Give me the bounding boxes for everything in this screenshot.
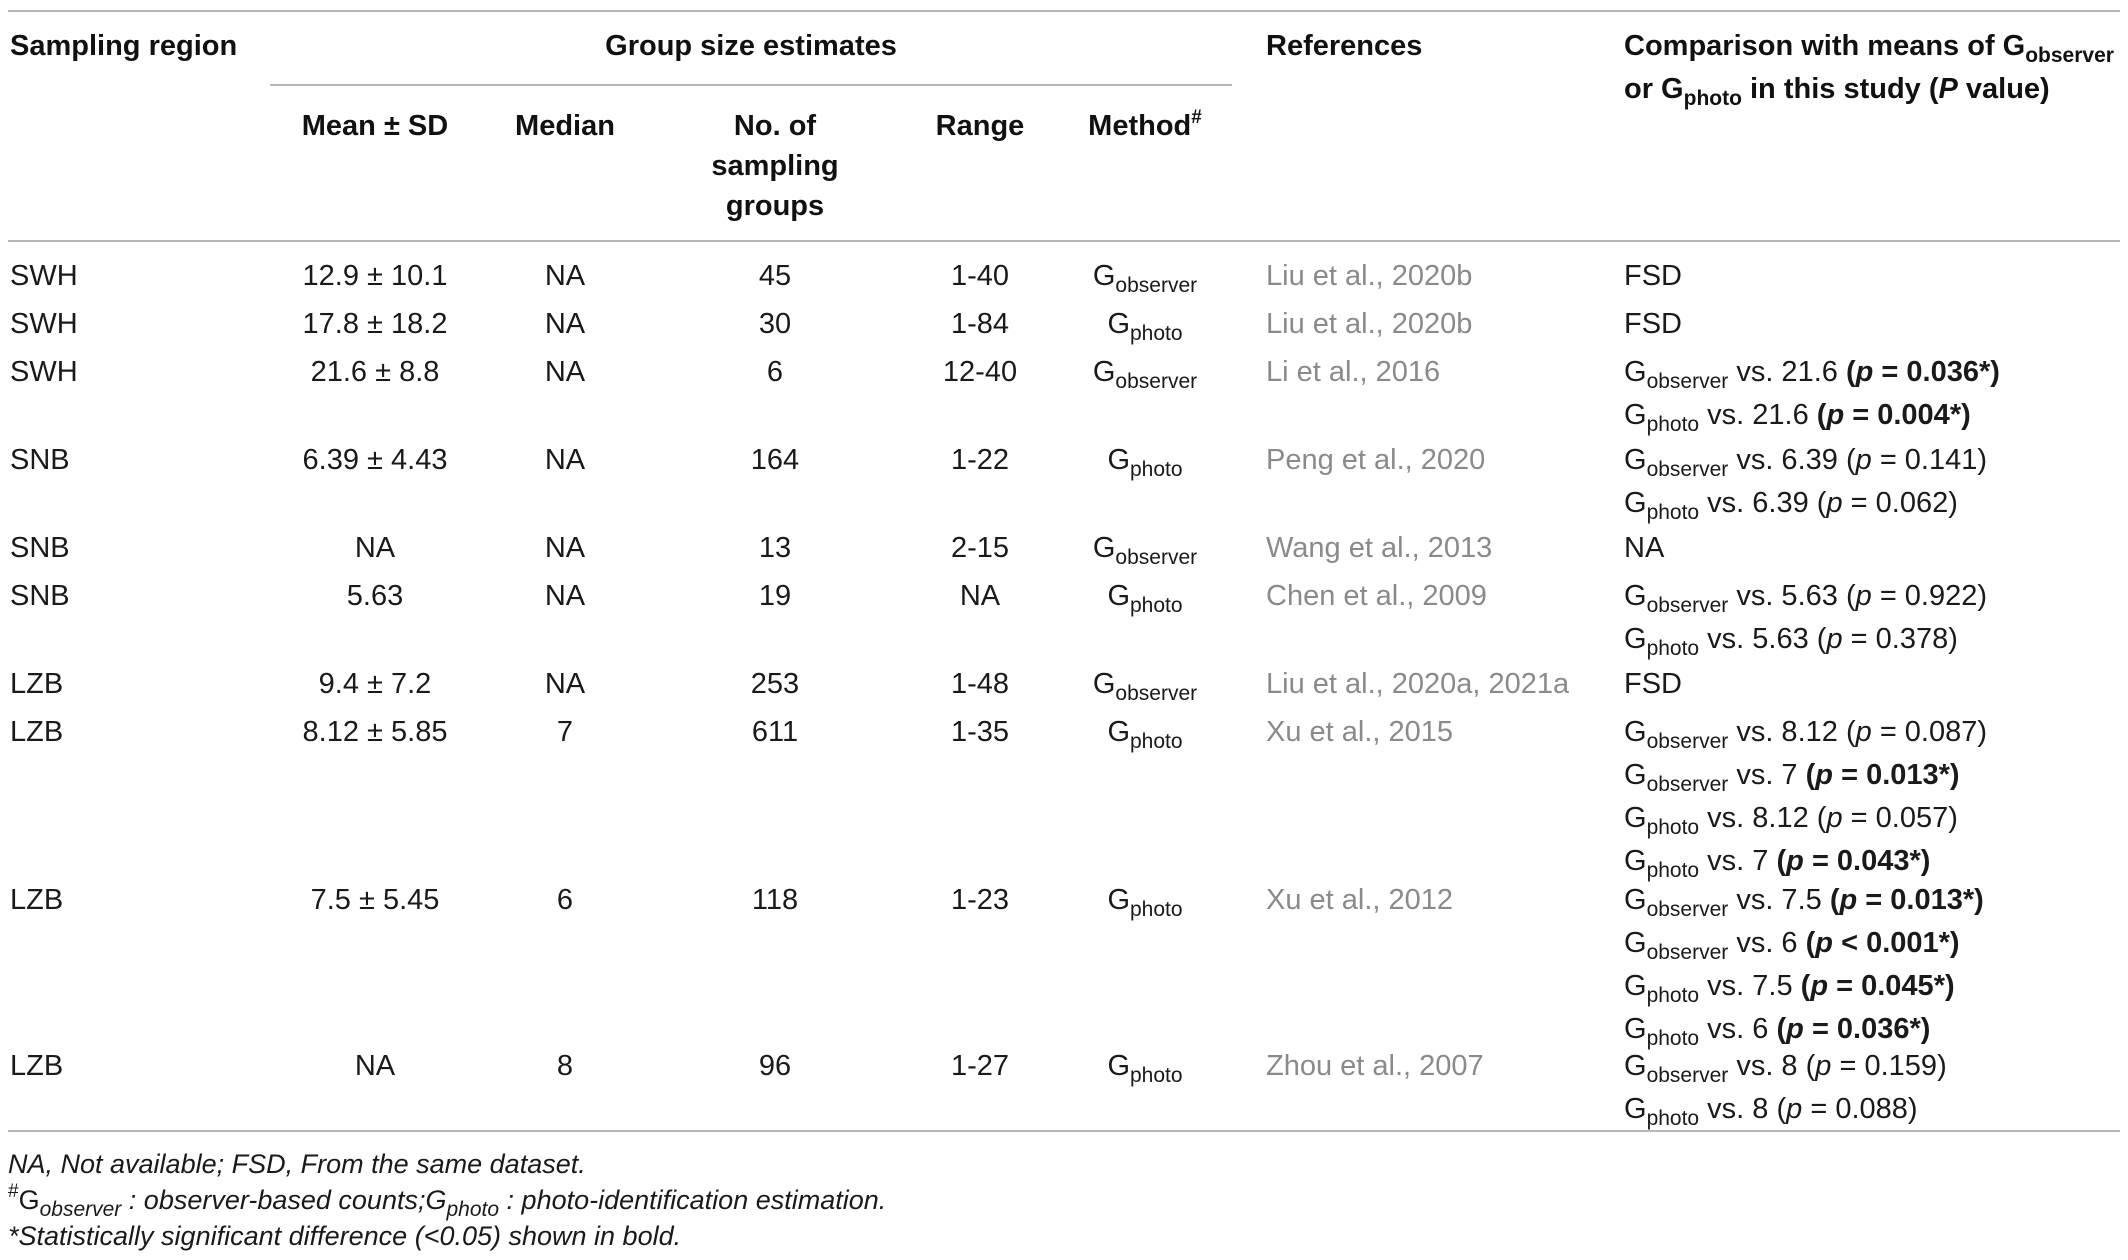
comparison-header-sub2: photo xyxy=(1683,87,1742,110)
p-value: = 0.159) xyxy=(1839,1050,1947,1082)
comparison-p-value xyxy=(1817,487,1958,519)
comparison-line xyxy=(1624,619,1987,662)
comparison-header-sub1: observer xyxy=(2025,44,2114,67)
cell-range: 1-23 xyxy=(950,884,1010,916)
header-mean-sd: Mean ± SD xyxy=(301,110,449,142)
cell-comparison xyxy=(1624,664,1682,704)
comparison-g: G xyxy=(1624,623,1647,655)
p-open: ( xyxy=(1776,1093,1787,1125)
p-open: ( xyxy=(1816,623,1827,655)
header-no-line2: sampling xyxy=(711,150,839,182)
cell-mean-sd: 6.39 ± 4.43 xyxy=(302,444,448,476)
cell-reference: Liu et al., 2020b xyxy=(1266,308,1473,340)
p-letter: p xyxy=(1855,580,1872,612)
cell-method xyxy=(1060,576,1230,619)
p-open: ( xyxy=(1816,802,1827,834)
comparison-p-value xyxy=(1776,1093,1917,1125)
p-value: = 0.141) xyxy=(1879,444,1988,476)
cell-comparison xyxy=(1624,440,1987,526)
method-subscript: photo xyxy=(1130,458,1183,481)
cell-range: 2-15 xyxy=(950,532,1010,564)
comparison-vs: vs. 6 xyxy=(1728,927,1806,959)
comparison-vs: vs. 5.63 xyxy=(1728,580,1846,612)
footnote-method xyxy=(8,1182,886,1222)
comparison-vs: vs. 8 xyxy=(1699,1093,1777,1125)
p-value: = 0.088) xyxy=(1810,1093,1918,1125)
cell-method xyxy=(1060,352,1230,395)
comparison-g: G xyxy=(1624,970,1647,1002)
comparison-line xyxy=(1624,1089,1947,1132)
cell-mean-sd: 7.5 ± 5.45 xyxy=(310,884,440,916)
comparison-line xyxy=(1624,528,1664,568)
cell-method xyxy=(1060,1046,1230,1089)
top-rule xyxy=(8,10,2120,12)
method-g: G xyxy=(1107,308,1130,340)
footnote-sub1: observer xyxy=(39,1198,122,1221)
p-open: ( xyxy=(1845,716,1856,748)
p-letter: p xyxy=(1826,802,1843,834)
p-open: ( xyxy=(1816,399,1827,431)
p-value: = 0.922) xyxy=(1879,580,1988,612)
cell-sampling-groups: 6 xyxy=(766,356,784,388)
comparison-p-value xyxy=(1830,884,1984,916)
comparison-header-line2: or G xyxy=(1624,73,1684,105)
p-value: < 0.001*) xyxy=(1841,927,1960,959)
header-references: References xyxy=(1266,30,1423,62)
method-g: G xyxy=(1107,444,1130,476)
comparison-line xyxy=(1624,440,1987,483)
comparison-line xyxy=(1624,664,1682,704)
comparison-line xyxy=(1624,352,2000,395)
comparison-subscript: observer xyxy=(1646,594,1729,617)
p-open: ( xyxy=(1845,580,1856,612)
comparison-vs: vs. 8.12 xyxy=(1728,716,1846,748)
comparison-g: G xyxy=(1624,444,1647,476)
cell-range: 1-40 xyxy=(950,260,1010,292)
footnote-abbreviations: NA, Not available; FSD, From the same dataset. xyxy=(8,1149,586,1179)
p-value: = 0.004*) xyxy=(1852,399,1971,431)
comparison-p-value xyxy=(1846,356,2000,388)
cell-range: 1-27 xyxy=(950,1050,1010,1082)
p-open: ( xyxy=(1776,845,1787,877)
p-open: ( xyxy=(1805,1050,1816,1082)
cell-comparison xyxy=(1624,352,2000,438)
cell-median: NA xyxy=(544,356,586,388)
method-g: G xyxy=(1107,1050,1130,1082)
cell-reference: Chen et al., 2009 xyxy=(1266,580,1487,612)
header-sampling-region: Sampling region xyxy=(10,30,238,62)
cell-range: 1-84 xyxy=(950,308,1010,340)
cell-range: NA xyxy=(959,580,1001,612)
cell-sampling-region: SNB xyxy=(10,532,70,564)
cell-median: NA xyxy=(544,308,586,340)
comparison-p-value xyxy=(1806,1050,1947,1082)
cell-median: NA xyxy=(544,532,586,564)
method-g: G xyxy=(1107,580,1130,612)
p-open: ( xyxy=(1829,884,1840,916)
comparison-p-value xyxy=(1846,580,1987,612)
p-letter: p xyxy=(1826,399,1845,431)
cell-median: 8 xyxy=(556,1050,574,1082)
cell-sampling-groups: 253 xyxy=(750,668,800,700)
method-subscript: photo xyxy=(1130,898,1183,921)
cell-sampling-groups: 13 xyxy=(758,532,792,564)
cell-method xyxy=(1060,256,1230,299)
comparison-p-value xyxy=(1806,927,1960,959)
cell-sampling-groups: 611 xyxy=(751,716,799,748)
cell-reference: Xu et al., 2012 xyxy=(1266,884,1454,916)
comparison-line xyxy=(1624,712,1987,755)
cell-comparison xyxy=(1624,1046,1947,1132)
p-letter: p xyxy=(1810,970,1829,1002)
header-method-mark: # xyxy=(1191,107,1202,128)
comparison-line xyxy=(1624,1046,1947,1089)
cell-median: 6 xyxy=(556,884,574,916)
p-value: = 0.062) xyxy=(1850,487,1958,519)
comparison-g: G xyxy=(1624,356,1647,388)
comparison-vs: vs. 8 xyxy=(1728,1050,1806,1082)
comparison-g: G xyxy=(1624,580,1647,612)
comparison-p-value xyxy=(1776,1013,1930,1045)
comparison-line xyxy=(1624,395,2000,438)
p-value: = 0.087) xyxy=(1879,716,1988,748)
comparison-vs: vs. 7.5 xyxy=(1699,970,1801,1002)
p-letter: p xyxy=(1786,1013,1804,1045)
comparison-vs: vs. 21.6 xyxy=(1699,399,1817,431)
comparison-line xyxy=(1624,841,1987,884)
comparison-g: G xyxy=(1624,927,1647,959)
footnote-g1: G xyxy=(18,1185,40,1215)
p-letter: p xyxy=(1786,845,1804,877)
cell-median: 7 xyxy=(556,716,574,748)
cell-reference: Peng et al., 2020 xyxy=(1266,444,1486,476)
header-bottom-rule xyxy=(8,240,2120,242)
cell-sampling-groups: 45 xyxy=(758,260,792,292)
comparison-line xyxy=(1624,966,1984,1009)
p-open: ( xyxy=(1805,759,1816,791)
p-letter: p xyxy=(1815,759,1834,791)
header-method-label: Method xyxy=(1088,110,1192,142)
cell-method xyxy=(1060,304,1230,347)
footnote-mid: : observer-based counts;G xyxy=(121,1185,447,1215)
method-subscript: photo xyxy=(1130,1064,1183,1087)
comparison-subscript: photo xyxy=(1646,816,1700,839)
cell-method xyxy=(1060,528,1230,571)
footnote-significance: *Statistically significant difference (<0.05) shown in bold. xyxy=(8,1221,682,1251)
comparison-line xyxy=(1624,304,1682,344)
cell-mean-sd: 17.8 ± 18.2 xyxy=(302,308,448,340)
footnote-end: : photo-identification estimation. xyxy=(499,1185,887,1215)
cell-range: 1-35 xyxy=(950,716,1010,748)
cell-comparison xyxy=(1624,528,1664,568)
method-subscript: photo xyxy=(1130,594,1183,617)
p-open: ( xyxy=(1845,356,1856,388)
header-comparison xyxy=(1624,26,2114,112)
header-group-size-estimates: Group size estimates xyxy=(605,30,897,62)
header-no-line3: groups xyxy=(725,190,825,222)
cell-mean-sd: 8.12 ± 5.85 xyxy=(302,716,448,748)
header-no-of-sampling-groups xyxy=(680,106,870,226)
comparison-subscript: photo xyxy=(1646,413,1700,436)
comparison-subscript: photo xyxy=(1646,637,1700,660)
comparison-p-value xyxy=(1801,970,1955,1002)
comparison-subscript: observer xyxy=(1646,898,1729,921)
comparison-line xyxy=(1624,576,1987,619)
cell-range: 1-22 xyxy=(950,444,1010,476)
comparison-line xyxy=(1624,256,1682,296)
comparison-g: G xyxy=(1624,399,1647,431)
comparison-subscript: observer xyxy=(1646,1064,1729,1087)
p-open: ( xyxy=(1800,970,1811,1002)
comparison-p-value xyxy=(1846,444,1987,476)
comparison-vs: vs. 21.6 xyxy=(1728,356,1846,388)
comparison-line xyxy=(1624,483,1987,526)
cell-reference: Zhou et al., 2007 xyxy=(1266,1050,1484,1082)
cell-sampling-region: SNB xyxy=(10,444,70,476)
cell-comparison xyxy=(1624,256,1682,296)
cell-reference: Li et al., 2016 xyxy=(1266,356,1441,388)
cell-reference: Wang et al., 2013 xyxy=(1266,532,1493,564)
p-open: ( xyxy=(1776,1013,1787,1045)
p-letter: p xyxy=(1826,623,1843,655)
cell-mean-sd: 21.6 ± 8.8 xyxy=(310,356,440,388)
p-value: = 0.013*) xyxy=(1841,759,1960,791)
cell-sampling-groups: 118 xyxy=(751,884,799,916)
comparison-p-value xyxy=(1846,716,1987,748)
cell-range: 12-40 xyxy=(942,356,1018,388)
comparison-vs: vs. 8.12 xyxy=(1699,802,1817,834)
cell-mean-sd: NA xyxy=(354,532,396,564)
group-size-rule xyxy=(270,84,1232,86)
p-value: = 0.378) xyxy=(1850,623,1958,655)
method-subscript: observer xyxy=(1115,274,1198,297)
comparison-vs: vs. 6.39 xyxy=(1728,444,1846,476)
p-open: ( xyxy=(1816,487,1827,519)
cell-reference: Liu et al., 2020a, 2021a xyxy=(1266,668,1570,700)
p-letter: p xyxy=(1815,1050,1832,1082)
cell-sampling-groups: 96 xyxy=(758,1050,792,1082)
comparison-g: G xyxy=(1624,1093,1647,1125)
comparison-g: G xyxy=(1624,802,1647,834)
comparison-header-line1: Comparison with means of G xyxy=(1624,30,2026,62)
comparison-vs: vs. 6.39 xyxy=(1699,487,1817,519)
cell-comparison xyxy=(1624,712,1987,884)
comparison-text: FSD xyxy=(1624,308,1682,340)
cell-method xyxy=(1060,712,1230,755)
comparison-text: NA xyxy=(1624,532,1665,564)
method-subscript: photo xyxy=(1130,730,1183,753)
comparison-vs: vs. 6 xyxy=(1699,1013,1777,1045)
method-subscript: observer xyxy=(1115,370,1198,393)
method-g: G xyxy=(1092,532,1116,564)
p-value: = 0.043*) xyxy=(1811,845,1931,877)
method-subscript: observer xyxy=(1115,682,1198,705)
cell-range: 1-48 xyxy=(950,668,1010,700)
p-letter: p xyxy=(1786,1093,1803,1125)
p-letter: p xyxy=(1839,884,1858,916)
comparison-g: G xyxy=(1624,1013,1647,1045)
method-g: G xyxy=(1092,668,1116,700)
cell-sampling-groups: 164 xyxy=(750,444,800,476)
comparison-p-value xyxy=(1817,623,1958,655)
comparison-g: G xyxy=(1624,487,1647,519)
method-g: G xyxy=(1107,884,1130,916)
comparison-line xyxy=(1624,755,1987,798)
cell-comparison xyxy=(1624,880,1984,1052)
comparison-g: G xyxy=(1624,1050,1647,1082)
p-letter: p xyxy=(1826,487,1843,519)
header-method xyxy=(1060,106,1230,150)
cell-method xyxy=(1060,880,1230,923)
cell-sampling-region: SNB xyxy=(10,580,70,612)
cell-method xyxy=(1060,440,1230,483)
p-letter: p xyxy=(1855,356,1874,388)
comparison-vs: vs. 7.5 xyxy=(1728,884,1830,916)
footnote-method-mark: # xyxy=(8,1181,19,1202)
comparison-header-suffix: value) xyxy=(1957,73,2050,105)
header-range: Range xyxy=(935,110,1025,142)
cell-sampling-region: LZB xyxy=(10,716,64,748)
comparison-line xyxy=(1624,880,1984,923)
comparison-subscript: observer xyxy=(1646,730,1729,753)
p-value: = 0.036*) xyxy=(1811,1013,1931,1045)
comparison-g: G xyxy=(1624,884,1647,916)
comparison-text: FSD xyxy=(1624,668,1682,700)
comparison-subscript: photo xyxy=(1646,1107,1700,1130)
method-subscript: photo xyxy=(1130,322,1183,345)
cell-mean-sd: NA xyxy=(354,1050,396,1082)
comparison-vs: vs. 7 xyxy=(1728,759,1806,791)
cell-mean-sd: 9.4 ± 7.2 xyxy=(318,668,432,700)
cell-sampling-region: SWH xyxy=(10,308,78,340)
cell-median: NA xyxy=(544,580,586,612)
comparison-p-value xyxy=(1776,845,1930,877)
cell-sampling-region: SWH xyxy=(10,260,78,292)
cell-sampling-groups: 30 xyxy=(758,308,792,340)
comparison-subscript: observer xyxy=(1646,773,1729,796)
p-value: = 0.013*) xyxy=(1865,884,1984,916)
method-g: G xyxy=(1107,716,1130,748)
comparison-header-mid: in this study ( xyxy=(1741,73,1939,105)
comparison-p-value xyxy=(1817,399,1971,431)
header-no-line1: No. of xyxy=(733,110,817,142)
comparison-subscript: photo xyxy=(1646,501,1700,524)
comparison-line xyxy=(1624,798,1987,841)
cell-median: NA xyxy=(544,668,586,700)
method-g: G xyxy=(1092,260,1116,292)
comparison-g: G xyxy=(1624,759,1647,791)
cell-comparison xyxy=(1624,304,1682,344)
cell-sampling-groups: 19 xyxy=(758,580,792,612)
p-letter: p xyxy=(1815,927,1834,959)
cell-sampling-region: SWH xyxy=(10,356,78,388)
comparison-vs: vs. 5.63 xyxy=(1699,623,1817,655)
cell-median: NA xyxy=(544,444,586,476)
method-subscript: observer xyxy=(1115,546,1198,569)
comparison-p-value xyxy=(1806,759,1960,791)
comparison-line xyxy=(1624,923,1984,966)
cell-method xyxy=(1060,664,1230,707)
cell-sampling-region: LZB xyxy=(10,884,64,916)
method-g: G xyxy=(1092,356,1116,388)
p-letter: p xyxy=(1855,716,1872,748)
cell-mean-sd: 12.9 ± 10.1 xyxy=(302,260,448,292)
cell-reference: Xu et al., 2015 xyxy=(1266,716,1454,748)
p-open: ( xyxy=(1845,444,1856,476)
p-value: = 0.036*) xyxy=(1881,356,2000,388)
p-value: = 0.057) xyxy=(1850,802,1958,834)
p-letter: p xyxy=(1855,444,1872,476)
comparison-header-p: P xyxy=(1938,73,1958,105)
cell-comparison xyxy=(1624,576,1987,662)
p-value: = 0.045*) xyxy=(1836,970,1955,1002)
comparison-g: G xyxy=(1624,845,1647,877)
cell-sampling-region: LZB xyxy=(10,668,64,700)
cell-mean-sd: 5.63 xyxy=(346,580,404,612)
header-median: Median xyxy=(515,110,615,142)
comparison-p-value xyxy=(1817,802,1958,834)
comparison-subscript: observer xyxy=(1646,370,1729,393)
comparison-subscript: observer xyxy=(1646,941,1729,964)
comparison-subscript: photo xyxy=(1646,859,1700,882)
p-open: ( xyxy=(1805,927,1816,959)
comparison-subscript: photo xyxy=(1646,984,1700,1007)
comparison-vs: vs. 7 xyxy=(1699,845,1777,877)
cell-reference: Liu et al., 2020b xyxy=(1266,260,1473,292)
cell-sampling-region: LZB xyxy=(10,1050,64,1082)
comparison-subscript: observer xyxy=(1646,458,1729,481)
footnote-sub2: photo xyxy=(446,1198,500,1221)
comparison-text: FSD xyxy=(1624,260,1682,292)
cell-median: NA xyxy=(544,260,586,292)
comparison-g: G xyxy=(1624,716,1647,748)
comparison-subscript: photo xyxy=(1646,1027,1700,1050)
